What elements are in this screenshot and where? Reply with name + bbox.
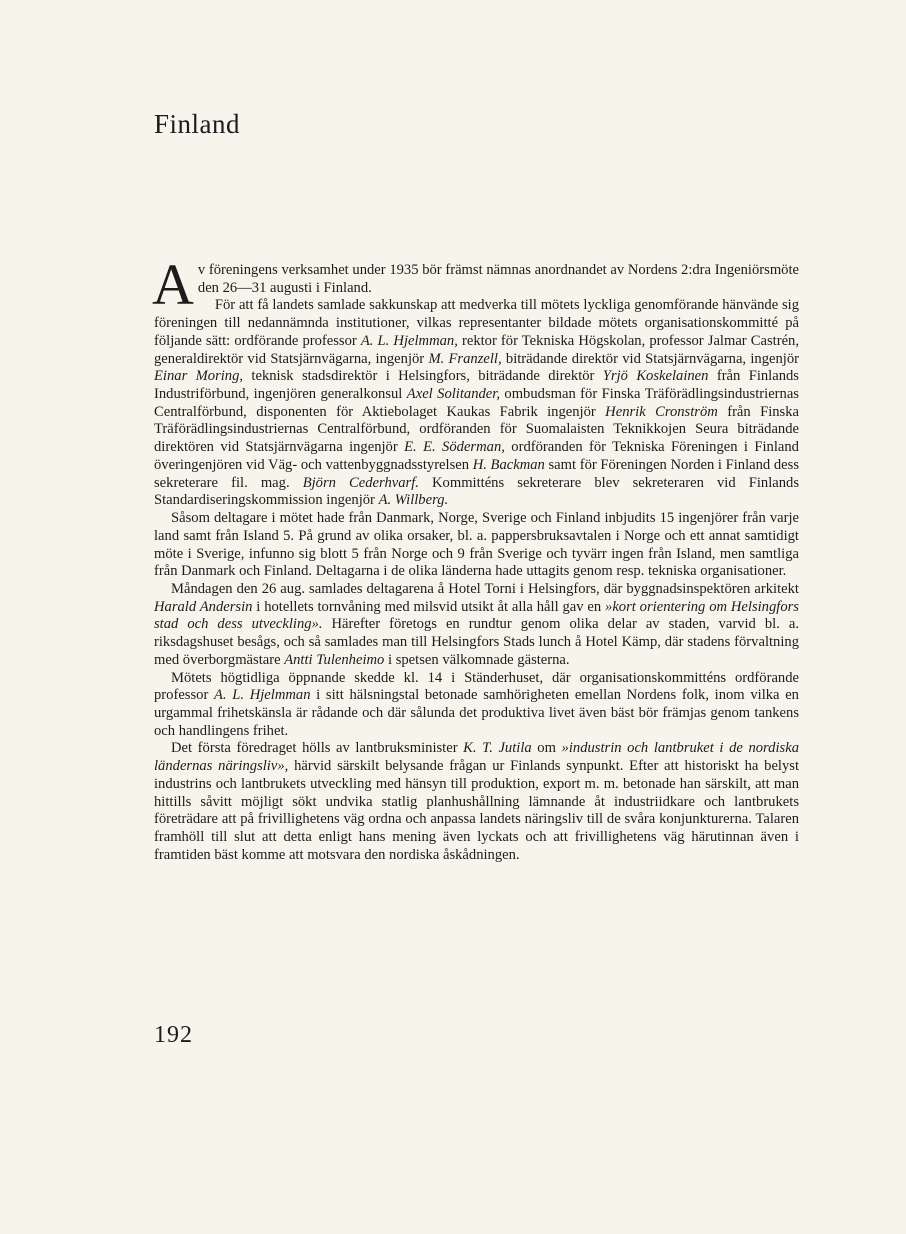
person-name: H. Backman — [472, 456, 545, 473]
text-span: i hotellets tornvåning med milsvid utsikt åt alla håll gav en — [252, 598, 606, 615]
paragraph-4 — [154, 581, 799, 670]
person-name: Axel Solitander, — [406, 386, 500, 403]
text-span: Härefter företogs en rundtur genom olika delar av staden, varvid bl. a. riksdagshuset besågs, och så samlades man till Helsingfors Stads lunch å Hotel Kämp, där stadens förvaltning med överborgmästare — [154, 616, 799, 668]
person-name: M. Franzell, — [428, 350, 502, 367]
person-name: Yrjö Koskelainen — [602, 368, 709, 385]
text-span: Mötets högtidliga öppnande skedde kl. 14 i Ständerhuset, där organisationskommitténs ordförande professor — [154, 669, 799, 704]
person-name: Björn Cederhvarf. — [302, 474, 419, 491]
person-name: A. Willberg. — [378, 492, 449, 509]
lecture-title: »kort orientering om Helsingfors stad och dess utveckling». — [154, 598, 799, 633]
text-span: härvid särskilt belysande frågan ur Finlands synpunkt. Efter att historiskt ha belyst industrins och lantbrukets utveckling med hänsyn till produktion, export m. m. betonade han särskilt, att man hittills såvitt möjligt sökt undvika statlig planhushållning lämnande åt industriidkare och lantbrukets företrädare att på frivillighetens väg ordna och anpassa landets näringsliv till de svåra konjunkturerna. Talaren framhöll till slut att detta enligt hans mening även lyckats och att frivillighetens väg härutinnan även i framtiden bäst komme att motsvara den nordiska åskådningen. — [154, 758, 800, 863]
lecture-title: »industrin och lantbruket i de nordiska ländernas näringsliv», — [154, 740, 799, 775]
text-span: om — [531, 740, 562, 757]
text-span: i sitt hälsningstal betonade samhörigheten emellan Nordens folk, inom vilka en urgammal frihetskänsla är rådande och där sålunda det produktiva livet även bäst bör främjas genom tankens och handlingens frihet. — [154, 687, 799, 739]
paragraph-2 — [154, 297, 799, 510]
page-number: 192 — [154, 1022, 193, 1048]
text-span: Kommitténs sekreterare blev sekreteraren vid Finlands Standardiseringskommission ingenjör — [154, 474, 800, 509]
text-span: ordföranden för Tekniska Föreningen i Finland överingenjören vid Väg- och vattenbyggnadsstyrelsen — [154, 439, 799, 473]
text-span: rektor för Tekniska Högskolan, professor Jalmar Castrén, generaldirektör vid Statsjärnvägarna, ingenjör — [154, 332, 799, 367]
text-span: v föreningens verksamhet under 1935 bör främst nämnas anordnandet av Nordens 2:dra Ingeniörsmöte den 26—31 augusti i Finland. — [197, 262, 799, 296]
text-span: biträdande direktör vid Statsjärnvägarna, ingenjör — [501, 350, 799, 367]
text-span: samt för Föreningen Norden i Finland dess sekreterare fil. mag. — [154, 456, 799, 491]
text-span: från Finska Träförädlingsindustriernas Centralförbund, ordföranden för Suomalaisten Teknikkojen Seura biträdande direktören vid Statsjärnvägarna ingenjör — [154, 403, 800, 456]
text-span: För att få landets samlade sakkunskap att medverka till mötets lyckliga genomförande hänvände sig föreningen till nedannämnda institutioner, vilkas representanter bildade mötets organisationskommitté på följande sätt: ordförande professor — [154, 297, 799, 349]
drop-cap: A — [152, 252, 194, 317]
paragraph-5 — [154, 670, 799, 741]
person-name: Henrik Cronström — [605, 403, 718, 420]
paragraph-6 — [154, 740, 799, 864]
person-name: Einar Moring, — [154, 368, 244, 385]
person-name: A. L. Hjelmman — [214, 687, 311, 704]
person-name: K. T. Jutila — [463, 740, 532, 757]
person-name: E. E. Söderman, — [404, 439, 505, 456]
text-span: i spetsen välkomnade gästerna. — [384, 651, 570, 668]
text-span: ombudsman för Finska Träförädlingsindustriernas Centralförbund, disponenten för Aktiebolaget Kaukas Fabrik ingenjör — [154, 386, 799, 420]
person-name: Antti Tulenheimo — [284, 651, 385, 668]
text-span: Måndagen den 26 aug. samlades deltagarena å Hotel Torni i Helsingfors, där byggnadsinspektören arkitekt — [171, 580, 799, 597]
paragraph-1 — [152, 252, 799, 317]
person-name: A. L. Hjelmman, — [360, 332, 458, 349]
page-title: Finland — [154, 109, 241, 139]
text-span: från Finlands Industriförbund, ingenjören generalkonsul — [154, 368, 799, 403]
text-span: teknisk stadsdirektör i Helsingfors, biträdande direktör — [243, 368, 603, 385]
text-span: Såsom deltagare i mötet hade från Danmark, Norge, Sverige och Finland inbjudits 15 ingenjörer från varje land samt från Island 5. På grund av olika orsaker, bl. a. pappersbruksavtalen i Norge och ett annat samtidigt möte i Sverige, infunno sig blott 5 från Norge och 9 från Sverige och tyvärr ingen från Island, men samtliga från Danmark och Finland. Deltagarna i de olika länderna hade uttagits genom resp. tekniska organisationer. — [154, 510, 799, 580]
person-name: Harald Andersin — [154, 598, 253, 615]
paragraph-3 — [154, 510, 799, 581]
text-span: Det första föredraget hölls av lantbruksminister — [171, 740, 464, 757]
article-body — [152, 252, 800, 864]
